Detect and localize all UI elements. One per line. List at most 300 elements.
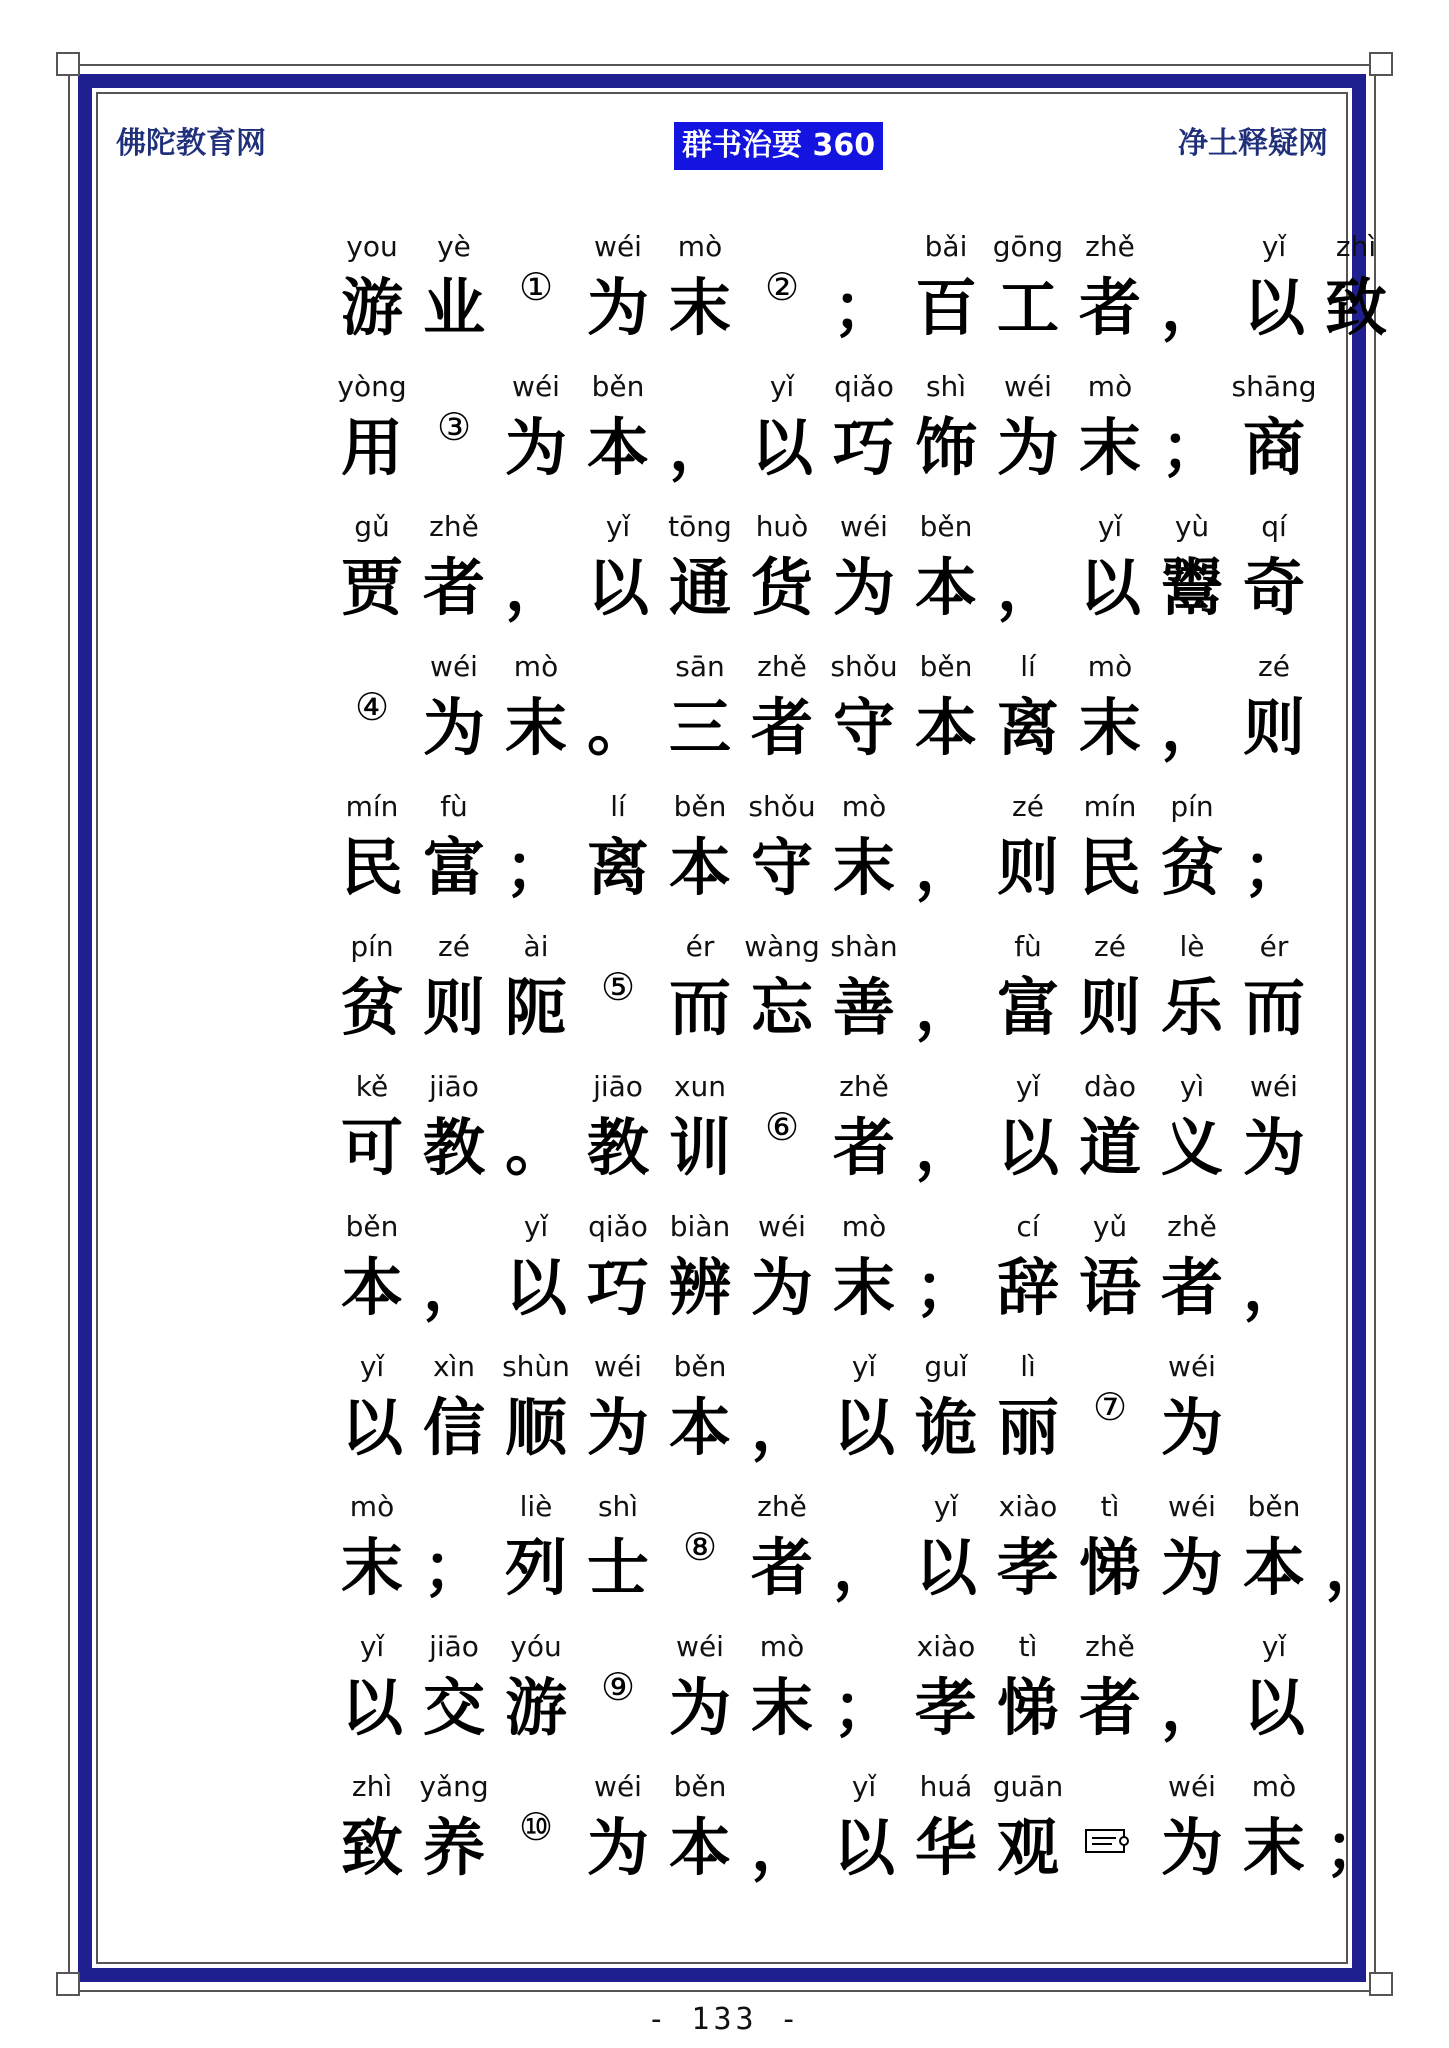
pinyin: zhì	[1335, 230, 1377, 263]
char-cell	[822, 1202, 906, 1342]
pinyin: zé	[1094, 930, 1126, 963]
pinyin: wéi	[1168, 1350, 1216, 1383]
char-cell	[1232, 502, 1316, 642]
hanzi: 以	[1078, 551, 1141, 624]
text-line	[330, 1342, 1310, 1482]
hanzi: 为	[504, 411, 567, 484]
pinyin: ér	[1259, 930, 1289, 963]
hanzi: 为	[668, 1671, 731, 1744]
pinyin: zhě	[1085, 230, 1135, 263]
pinyin: běn	[673, 790, 727, 823]
pinyin: běn	[591, 370, 645, 403]
hanzi: ；	[1324, 1811, 1387, 1884]
pinyin: pín	[350, 930, 394, 963]
char-cell	[330, 1482, 414, 1622]
pinyin: běn	[673, 1350, 727, 1383]
hanzi: 鬻	[1160, 551, 1223, 624]
char-cell	[1232, 362, 1316, 502]
pinyin: mò	[513, 650, 559, 683]
pinyin: zé	[1258, 650, 1290, 683]
pinyin: yǐ	[851, 1350, 877, 1383]
pinyin: yǐ	[523, 1210, 549, 1243]
hanzi: 通	[668, 551, 731, 624]
pinyin: wéi	[1250, 1070, 1298, 1103]
char-cell	[1150, 1342, 1234, 1482]
hanzi: 以	[914, 1531, 977, 1604]
hanzi: 巧	[832, 411, 895, 484]
pinyin: wéi	[1168, 1770, 1216, 1803]
hanzi: 以	[832, 1391, 895, 1464]
char-cell	[1232, 1762, 1316, 1902]
hanzi: ；	[914, 1251, 977, 1324]
hanzi: 为	[1160, 1531, 1223, 1604]
hanzi: 则	[1078, 971, 1141, 1044]
pinyin: zé	[1012, 790, 1044, 823]
hanzi: 阨	[504, 971, 567, 1044]
hanzi: 为	[586, 1811, 649, 1884]
pinyin: yǐ	[1015, 1070, 1041, 1103]
frame-corner-bottom-left	[56, 1972, 80, 1996]
pinyin: zhì	[351, 1770, 393, 1803]
pinyin: yóu	[510, 1630, 562, 1663]
hanzi: ，	[668, 411, 731, 484]
pinyin: yǐ	[1097, 510, 1123, 543]
hanzi: 为	[422, 691, 485, 764]
hanzi: 本	[340, 1251, 403, 1324]
pinyin: zhě	[429, 510, 479, 543]
pinyin: yǐ	[359, 1350, 385, 1383]
footnote-marker: ⑨	[600, 1665, 636, 1709]
char-cell	[658, 1342, 742, 1482]
pinyin: guān	[992, 1770, 1064, 1803]
pinyin: wéi	[840, 510, 888, 543]
pinyin: qiǎo	[588, 1210, 648, 1243]
hanzi: ；	[1242, 831, 1305, 904]
pinyin: you	[346, 230, 398, 263]
char-cell	[986, 1762, 1070, 1902]
hanzi: 末	[1078, 411, 1141, 484]
pinyin: yǐ	[769, 370, 795, 403]
hanzi: ；	[422, 1531, 485, 1604]
char-cell	[1068, 362, 1152, 502]
char-cell	[1232, 782, 1316, 922]
pinyin: zhě	[757, 1490, 807, 1523]
pinyin: yǐ	[933, 1490, 959, 1523]
pinyin: jiāo	[429, 1630, 479, 1663]
hanzi: 以	[340, 1391, 403, 1464]
text-line	[330, 1482, 1387, 1622]
hanzi: 致	[1324, 271, 1387, 344]
char-cell	[1068, 222, 1152, 362]
hanzi: 本	[668, 831, 731, 904]
hanzi: 末	[832, 1251, 895, 1324]
char-cell	[1232, 642, 1316, 782]
hanzi: 本	[1242, 1531, 1305, 1604]
hanzi: 观	[996, 1811, 1059, 1884]
hanzi: 义	[1160, 1111, 1223, 1184]
footnote-marker: ⑧	[682, 1525, 718, 1569]
pinyin: jiāo	[593, 1070, 643, 1103]
pinyin: lì	[1020, 1350, 1036, 1383]
hanzi: 可	[340, 1111, 403, 1184]
pinyin: liè	[519, 1490, 553, 1523]
hanzi: 信	[422, 1391, 485, 1464]
hanzi: 富	[422, 831, 485, 904]
hanzi: ，	[422, 1251, 485, 1324]
pinyin: wéi	[594, 1770, 642, 1803]
pinyin: sān	[675, 650, 725, 683]
hanzi: ，	[996, 551, 1059, 624]
char-cell	[494, 1622, 578, 1762]
char-cell	[658, 222, 742, 362]
pinyin: běn	[919, 650, 973, 683]
hanzi: 离	[996, 691, 1059, 764]
pinyin: zhě	[1085, 1630, 1135, 1663]
char-cell	[494, 922, 578, 1062]
hanzi: 者	[1078, 271, 1141, 344]
text-line	[330, 1762, 1387, 1902]
pinyin: zhě	[1167, 1210, 1217, 1243]
hanzi: 训	[668, 1111, 731, 1184]
note-scroll-icon	[1082, 1826, 1130, 1856]
hanzi: 末	[668, 271, 731, 344]
pinyin: shàn	[830, 930, 898, 963]
pinyin: ài	[523, 930, 549, 963]
pinyin: shāng	[1231, 370, 1317, 403]
pinyin: yè	[437, 230, 471, 263]
pinyin: bǎi	[924, 230, 968, 263]
hanzi: 百	[914, 271, 977, 344]
footnote-marker: ⑦	[1092, 1385, 1128, 1429]
hanzi: 工	[996, 271, 1059, 344]
pinyin: mò	[841, 790, 887, 823]
pinyin: mò	[841, 1210, 887, 1243]
pinyin: fù	[440, 790, 468, 823]
frame-corner-top-right	[1369, 52, 1393, 76]
hanzi: 民	[340, 831, 403, 904]
pinyin: mò	[677, 230, 723, 263]
pinyin: lí	[610, 790, 626, 823]
pinyin: yǐ	[851, 1770, 877, 1803]
pinyin: gōng	[992, 230, 1064, 263]
pinyin: biàn	[669, 1210, 731, 1243]
hanzi: 以	[1242, 1671, 1305, 1744]
hanzi: 以	[996, 1111, 1059, 1184]
char-cell	[576, 1482, 660, 1622]
page-header	[100, 122, 1348, 172]
pinyin: mò	[1251, 1770, 1297, 1803]
text-line	[330, 642, 1310, 782]
hanzi: ，	[750, 1811, 813, 1884]
char-cell	[576, 362, 660, 502]
pinyin: běn	[1247, 1490, 1301, 1523]
pinyin: yǐ	[1261, 230, 1287, 263]
hanzi: 民	[1078, 831, 1141, 904]
text-line	[330, 782, 1310, 922]
pinyin: xun	[673, 1070, 727, 1103]
text-line	[330, 222, 1387, 362]
char-cell	[1314, 1762, 1398, 1902]
hanzi: 富	[996, 971, 1059, 1044]
hanzi: 巧	[586, 1251, 649, 1324]
hanzi: 者	[1078, 1671, 1141, 1744]
hanzi: ；	[1160, 411, 1223, 484]
char-cell	[1068, 642, 1152, 782]
hanzi: 辞	[996, 1251, 1059, 1324]
hanzi: 忘	[750, 971, 813, 1044]
header-left-site: 佛陀教育网	[116, 126, 266, 161]
pinyin: wéi	[758, 1210, 806, 1243]
pinyin: shì	[597, 1490, 639, 1523]
text-line	[330, 1062, 1310, 1202]
hanzi: ，	[1160, 1671, 1223, 1744]
hanzi: 末	[1078, 691, 1141, 764]
hanzi: 华	[914, 1811, 977, 1884]
hanzi: 以	[340, 1671, 403, 1744]
hanzi: 为	[750, 1251, 813, 1324]
hanzi: 为	[586, 1391, 649, 1464]
hanzi: 则	[422, 971, 485, 1044]
char-cell	[658, 1062, 742, 1202]
pinyin: huá	[919, 1770, 973, 1803]
hanzi: 道	[1078, 1111, 1141, 1184]
char-cell	[740, 222, 824, 362]
hanzi: 末	[1242, 1811, 1305, 1884]
hanzi: 商	[1242, 411, 1305, 484]
char-cell	[1150, 1202, 1234, 1342]
hanzi: ，	[1160, 691, 1223, 764]
hanzi: 悌	[996, 1671, 1059, 1744]
pinyin: zhě	[757, 650, 807, 683]
pinyin: mín	[345, 790, 399, 823]
hanzi: 辨	[668, 1251, 731, 1324]
char-cell	[986, 1342, 1070, 1482]
hanzi: 饰	[914, 411, 977, 484]
hanzi: 致	[340, 1811, 403, 1884]
text-line	[330, 1202, 1310, 1342]
char-cell	[822, 922, 906, 1062]
pinyin-text-body	[330, 222, 1387, 1902]
footnote-marker: ①	[518, 265, 554, 309]
hanzi: 者	[832, 1111, 895, 1184]
char-cell	[904, 502, 988, 642]
pinyin: xiào	[998, 1490, 1058, 1523]
footnote-marker: ②	[764, 265, 800, 309]
hanzi: 本	[668, 1391, 731, 1464]
footnote-marker: ④	[354, 685, 390, 729]
char-cell	[1232, 1622, 1316, 1762]
text-line	[330, 502, 1310, 642]
hanzi: 货	[750, 551, 813, 624]
hanzi: 孝	[996, 1531, 1059, 1604]
pinyin: wéi	[594, 1350, 642, 1383]
hanzi: 乐	[1160, 971, 1223, 1044]
hanzi: ，	[750, 1391, 813, 1464]
hanzi: 而	[1242, 971, 1305, 1044]
pinyin: mín	[1083, 790, 1137, 823]
hanzi: 丽	[996, 1391, 1059, 1464]
hanzi: 游	[340, 271, 403, 344]
hanzi: 末	[832, 831, 895, 904]
char-cell	[494, 642, 578, 782]
hanzi: 本	[914, 691, 977, 764]
footnote-marker: ③	[436, 405, 472, 449]
pinyin: shùn	[502, 1350, 570, 1383]
char-cell	[1232, 1062, 1316, 1202]
pinyin: qiǎo	[834, 370, 894, 403]
char-cell	[1314, 222, 1398, 362]
hanzi: 末	[504, 691, 567, 764]
hanzi: 本	[668, 1811, 731, 1884]
char-cell	[822, 782, 906, 922]
hanzi: 游	[504, 1671, 567, 1744]
pinyin: wéi	[594, 230, 642, 263]
hanzi: ；	[504, 831, 567, 904]
char-cell	[1232, 1202, 1316, 1342]
hanzi: 者	[750, 1531, 813, 1604]
pinyin: mò	[349, 1490, 395, 1523]
pinyin: cí	[1016, 1210, 1040, 1243]
hanzi: ；	[832, 1671, 895, 1744]
pinyin: qí	[1261, 510, 1287, 543]
hanzi: 业	[422, 271, 485, 344]
hanzi: 善	[832, 971, 895, 1044]
pinyin: wéi	[512, 370, 560, 403]
hanzi: 为	[1242, 1111, 1305, 1184]
hanzi: 为	[996, 411, 1059, 484]
hanzi: 本	[914, 551, 977, 624]
pinyin: xìn	[432, 1350, 476, 1383]
hanzi: 为	[1160, 1811, 1223, 1884]
pinyin: gǔ	[354, 510, 390, 543]
char-cell	[330, 362, 414, 502]
char-cell	[412, 222, 496, 362]
hanzi: 则	[1242, 691, 1305, 764]
hanzi: 末	[750, 1671, 813, 1744]
hanzi: ，	[1242, 1251, 1305, 1324]
pinyin: zé	[438, 930, 470, 963]
char-cell	[412, 1062, 496, 1202]
hanzi: 以	[586, 551, 649, 624]
hanzi: 。	[504, 1111, 567, 1184]
pinyin: wéi	[1168, 1490, 1216, 1523]
hanzi: 而	[668, 971, 731, 1044]
hanzi: 孝	[914, 1671, 977, 1744]
char-cell	[412, 502, 496, 642]
char-cell	[1232, 922, 1316, 1062]
pinyin: yù	[1174, 510, 1210, 543]
pinyin: tōng	[668, 510, 732, 543]
hanzi: 为	[1160, 1391, 1223, 1464]
char-cell	[740, 1622, 824, 1762]
pinyin: běn	[673, 1770, 727, 1803]
hanzi: 养	[422, 1811, 485, 1884]
hanzi: ，	[914, 1111, 977, 1184]
footnote-marker: ⑤	[600, 965, 636, 1009]
hanzi: 以	[832, 1811, 895, 1884]
pinyin: xiào	[916, 1630, 976, 1663]
hanzi: 奇	[1242, 551, 1305, 624]
pinyin: mò	[759, 1630, 805, 1663]
header-book-title: 群书治要 360	[674, 122, 883, 170]
hanzi: ，	[1324, 1531, 1387, 1604]
hanzi: 三	[668, 691, 731, 764]
hanzi: 语	[1078, 1251, 1141, 1324]
pinyin: yǔ	[1092, 1210, 1128, 1243]
pinyin: wéi	[676, 1630, 724, 1663]
hanzi: 贫	[340, 971, 403, 1044]
pinyin: shǒu	[748, 790, 816, 823]
pinyin: fù	[1014, 930, 1042, 963]
pinyin: kě	[355, 1070, 389, 1103]
hanzi: 。	[586, 691, 649, 764]
char-cell	[1068, 1622, 1152, 1762]
hanzi: ，	[1160, 271, 1223, 344]
hanzi: 以	[1242, 271, 1305, 344]
pinyin: shì	[925, 370, 967, 403]
hanzi: 则	[996, 831, 1059, 904]
char-cell	[658, 1762, 742, 1902]
hanzi: 列	[504, 1531, 567, 1604]
pinyin: tì	[1100, 1490, 1120, 1523]
char-cell	[1150, 782, 1234, 922]
pinyin: shǒu	[830, 650, 898, 683]
hanzi: 守	[750, 831, 813, 904]
hanzi: 者	[422, 551, 485, 624]
text-line	[330, 922, 1310, 1062]
footnote-marker: ⑩	[518, 1805, 554, 1849]
pinyin: wéi	[1004, 370, 1052, 403]
frame-corner-top-left	[56, 52, 80, 76]
hanzi: ，	[914, 831, 977, 904]
pinyin: yǎng	[419, 1770, 489, 1803]
hanzi: 贫	[1160, 831, 1223, 904]
hanzi: 以	[504, 1251, 567, 1324]
pinyin: yǐ	[1261, 1630, 1287, 1663]
frame-corner-bottom-right	[1369, 1972, 1393, 1996]
char-cell	[822, 1062, 906, 1202]
hanzi: 本	[586, 411, 649, 484]
text-line	[330, 1622, 1310, 1762]
footnote-marker: ⑥	[764, 1105, 800, 1149]
char-cell	[412, 1762, 496, 1902]
text-line	[330, 362, 1317, 502]
hanzi: ，	[914, 971, 977, 1044]
pinyin: guǐ	[924, 1350, 968, 1383]
pinyin: mò	[1087, 370, 1133, 403]
pinyin: dào	[1083, 1070, 1137, 1103]
pinyin: běn	[919, 510, 973, 543]
page-number: - 133 -	[647, 2002, 802, 2037]
hanzi: 贾	[340, 551, 403, 624]
hanzi: 为	[586, 271, 649, 344]
pinyin: huò	[755, 510, 809, 543]
hanzi: 交	[422, 1671, 485, 1744]
hanzi: 悌	[1078, 1531, 1141, 1604]
pinyin: yǐ	[605, 510, 631, 543]
hanzi: ，	[832, 1531, 895, 1604]
pinyin: yòng	[337, 370, 407, 403]
hanzi: 诡	[914, 1391, 977, 1464]
pinyin: pín	[1170, 790, 1214, 823]
hanzi: 守	[832, 691, 895, 764]
hanzi: 以	[750, 411, 813, 484]
pinyin: mò	[1087, 650, 1133, 683]
hanzi: ，	[504, 551, 567, 624]
pinyin: lí	[1020, 650, 1036, 683]
pinyin: lè	[1179, 930, 1205, 963]
hanzi: 为	[832, 551, 895, 624]
